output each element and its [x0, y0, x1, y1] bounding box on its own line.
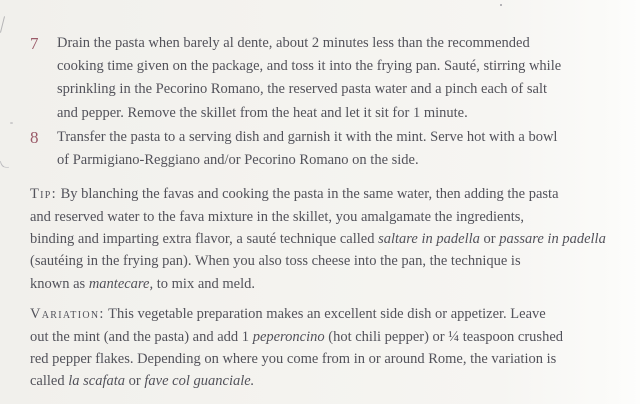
recipe-notes	[30, 183, 622, 393]
text-segment: saltare in padella	[378, 231, 480, 248]
note-label: Tip:	[30, 186, 57, 203]
text-line	[57, 78, 561, 101]
note-label: Variation:	[30, 306, 105, 323]
text-line	[57, 126, 557, 149]
text-segment: of Parmigiano-Reggiano and/or Pecorino Romano on the side.	[57, 152, 419, 169]
text-segment: and pepper. Remove the skillet from the heat and let it sit for 1 minute.	[57, 104, 468, 121]
text-line	[30, 250, 622, 272]
scan-artifact-mark	[0, 159, 9, 170]
text-line	[30, 348, 622, 370]
text-line	[57, 149, 557, 172]
scan-artifact-stroke	[0, 16, 5, 33]
text-segment: peperoncino	[252, 328, 325, 345]
step-text	[57, 126, 557, 172]
text-segment: mantecare,	[88, 275, 154, 292]
text-line	[57, 32, 561, 55]
text-segment: and reserved water to the fava mixture in the skillet, you amalgamate the ingredients,	[30, 208, 525, 225]
step-number: 7	[30, 34, 39, 53]
text-segment: passare in padella	[499, 231, 606, 248]
text-segment: known as	[30, 275, 89, 292]
text-segment: or	[479, 231, 500, 248]
text-line	[30, 273, 622, 295]
text-segment: By blanching the favas and cooking the pasta in the same water, then adding the pasta	[56, 186, 559, 203]
text-line	[57, 102, 561, 125]
text-segment: called	[30, 373, 69, 390]
text-line	[30, 370, 622, 392]
recipe-steps	[30, 32, 622, 172]
text-segment: Transfer the pasta to a serving dish and garnish it with the mint. Serve hot with a bowl	[57, 128, 558, 145]
text-segment: out the mint (and the pasta) and add 1	[30, 328, 253, 345]
text-segment: (hot chili pepper) or ¼ teaspoon crushed	[324, 328, 564, 345]
text-segment: la scafata	[68, 373, 126, 390]
text-line	[30, 183, 622, 205]
text-segment: fave col guanciale.	[144, 373, 255, 390]
text-segment: This vegetable preparation makes an excellent side dish or appetizer. Leave	[104, 306, 546, 323]
text-segment: binding and imparting extra flavor, a sauté technique called	[30, 231, 379, 248]
text-segment: (sautéing in the frying pan). When you also toss cheese into the pan, the technique is	[30, 253, 521, 270]
text-segment: red pepper flakes. Depending on where you come from in or around Rome, the variation is	[30, 351, 557, 368]
text-segment: Drain the pasta when barely al dente, about 2 minutes less than the recommended	[57, 35, 530, 51]
step-number: 8	[30, 127, 39, 147]
note-variation	[30, 303, 622, 393]
step-text	[57, 32, 561, 125]
text-line	[30, 228, 622, 250]
scan-artifact-speck	[500, 4, 502, 6]
step-item-7	[30, 32, 622, 125]
text-line	[57, 55, 561, 78]
text-line	[30, 326, 622, 348]
text-segment: cooking time given on the package, and toss it into the frying pan. Sauté, stirring while	[57, 58, 562, 75]
step-item-8	[30, 126, 622, 172]
text-line	[30, 206, 622, 228]
scan-artifact-smudge	[10, 122, 13, 124]
note-tip	[30, 183, 622, 295]
text-segment: sprinkling in the Pecorino Romano, the reserved pasta water and a pinch each of salt	[57, 81, 548, 98]
text-segment: to mix and meld.	[153, 275, 255, 292]
text-segment: or	[125, 373, 145, 390]
text-line	[30, 303, 622, 325]
